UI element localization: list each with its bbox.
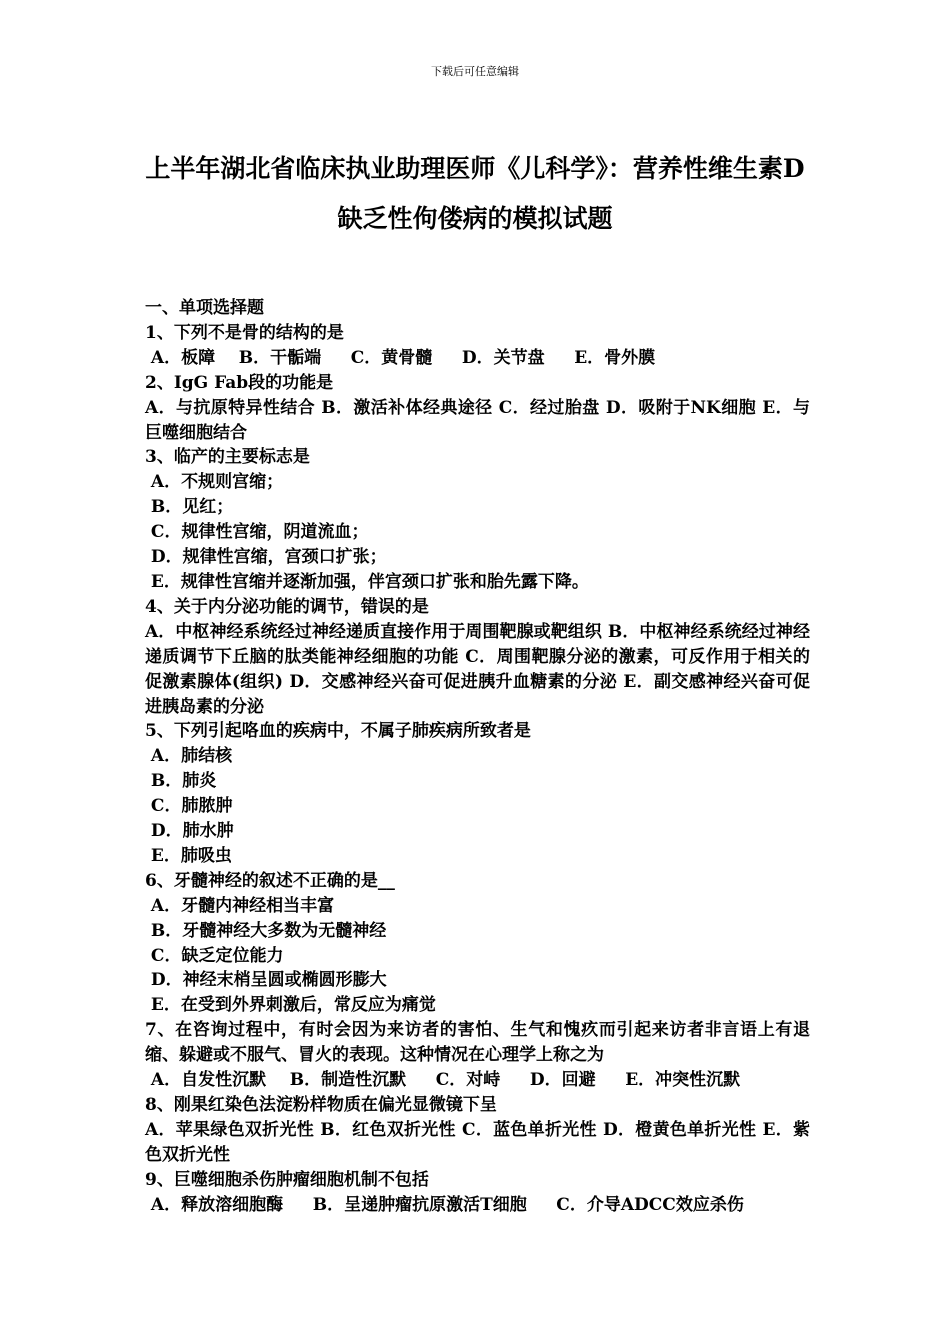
question-2-stem: 2、IgG Fab段的功能是 bbox=[145, 372, 334, 393]
section-heading: 一、单项选择题 bbox=[145, 298, 264, 318]
question-3-stem: 3、临产的主要标志是 bbox=[145, 447, 310, 468]
question-5-option-c: C．肺脓肿 bbox=[145, 796, 233, 817]
question-6-option-c: C．缺乏定位能力 bbox=[145, 945, 284, 966]
question-4-stem: 4、关于内分泌功能的调节，错误的是 bbox=[145, 596, 429, 617]
question-1-stem: 1、下列不是骨的结构的是 bbox=[145, 322, 344, 343]
question-4-options: A．中枢神经系统经过神经递质直接作用于周围靶腺或靶组织 B．中枢神经系统经过神经递质调节下丘脑的肽类能神经细胞的功能 C．周围靶腺分泌的激素，可反作用于相关的促激素腺体(组织) D．交感神经兴奋可促进胰升血糖素的分泌 E．副交感神经兴奋可促进胰岛素的分泌 bbox=[145, 621, 810, 717]
question-5-option-d: D．肺水肿 bbox=[145, 821, 234, 842]
question-7-options: A．自发性沉默 B．制造性沉默 C．对峙 D．回避 E．冲突性沉默 bbox=[145, 1070, 741, 1091]
question-5-option-b: B．肺炎 bbox=[145, 771, 217, 792]
question-5-option-a: A．肺结核 bbox=[145, 746, 233, 767]
question-9-stem: 9、巨噬细胞杀伤肿瘤细胞机制不包括 bbox=[145, 1169, 429, 1190]
question-8-options: A．苹果绿色双折光性 B．红色双折光性 C．蓝色单折光性 D．橙黄色单折光性 E．紫色双折光性 bbox=[145, 1119, 810, 1165]
question-3-option-e: E．规律性宫缩并逐渐加强，伴宫颈口扩张和胎先露下降。 bbox=[145, 571, 589, 592]
question-6-option-a: A．牙髓内神经相当丰富 bbox=[145, 895, 335, 916]
question-2-options: A．与抗原特异性结合 B．激活补体经典途径 C．经过胎盘 D．吸附于NK细胞 E．与巨噬细胞结合 bbox=[145, 397, 810, 443]
question-6-option-d: D．神经末梢呈圆或椭圆形膨大 bbox=[145, 970, 387, 991]
document-title: 上半年湖北省临床执业助理医师《儿科学》：营养性维生素D缺乏性佝偻病的模拟试题 bbox=[145, 154, 805, 233]
question-1-options: A．板障 B．干骺端 C．黄骨髓 D．关节盘 E．骨外膜 bbox=[145, 347, 656, 368]
question-8-stem: 8、刚果红染色法淀粉样物质在偏光显微镜下呈 bbox=[145, 1095, 497, 1115]
question-6-option-e: E．在受到外界刺激后，常反应为痛觉 bbox=[145, 995, 436, 1016]
question-6-stem: 6、牙髓神经的叙述不正确的是__ bbox=[145, 870, 395, 891]
question-3-option-c: C．规律性宫缩，阴道流血； bbox=[145, 522, 369, 543]
question-6-option-b: B．牙髓神经大多数为无髓神经 bbox=[145, 920, 387, 941]
question-list bbox=[145, 296, 810, 1218]
question-3-option-d: D．规律性宫缩，宫颈口扩张； bbox=[145, 547, 387, 568]
question-3-option-b: B．见红； bbox=[145, 497, 234, 518]
question-7-stem: 7、在咨询过程中，有时会因为来访者的害怕、生气和愧疚而引起来访者非言语上有退缩、躲避或不服气、冒火的表现。这种情况在心理学上称之为 bbox=[145, 1020, 810, 1066]
question-9-options: A．释放溶细胞酶 B．呈递肿瘤抗原激活T细胞 C．介导ADCC效应杀伤 bbox=[145, 1194, 744, 1215]
header-note: 下载后可任意编辑 bbox=[431, 65, 519, 78]
question-5-option-e: E．肺吸虫 bbox=[145, 845, 232, 866]
question-5-stem: 5、下列引起咯血的疾病中，不属子肺疾病所致者是 bbox=[145, 721, 531, 742]
question-3-option-a: A．不规则宫缩； bbox=[145, 472, 284, 493]
